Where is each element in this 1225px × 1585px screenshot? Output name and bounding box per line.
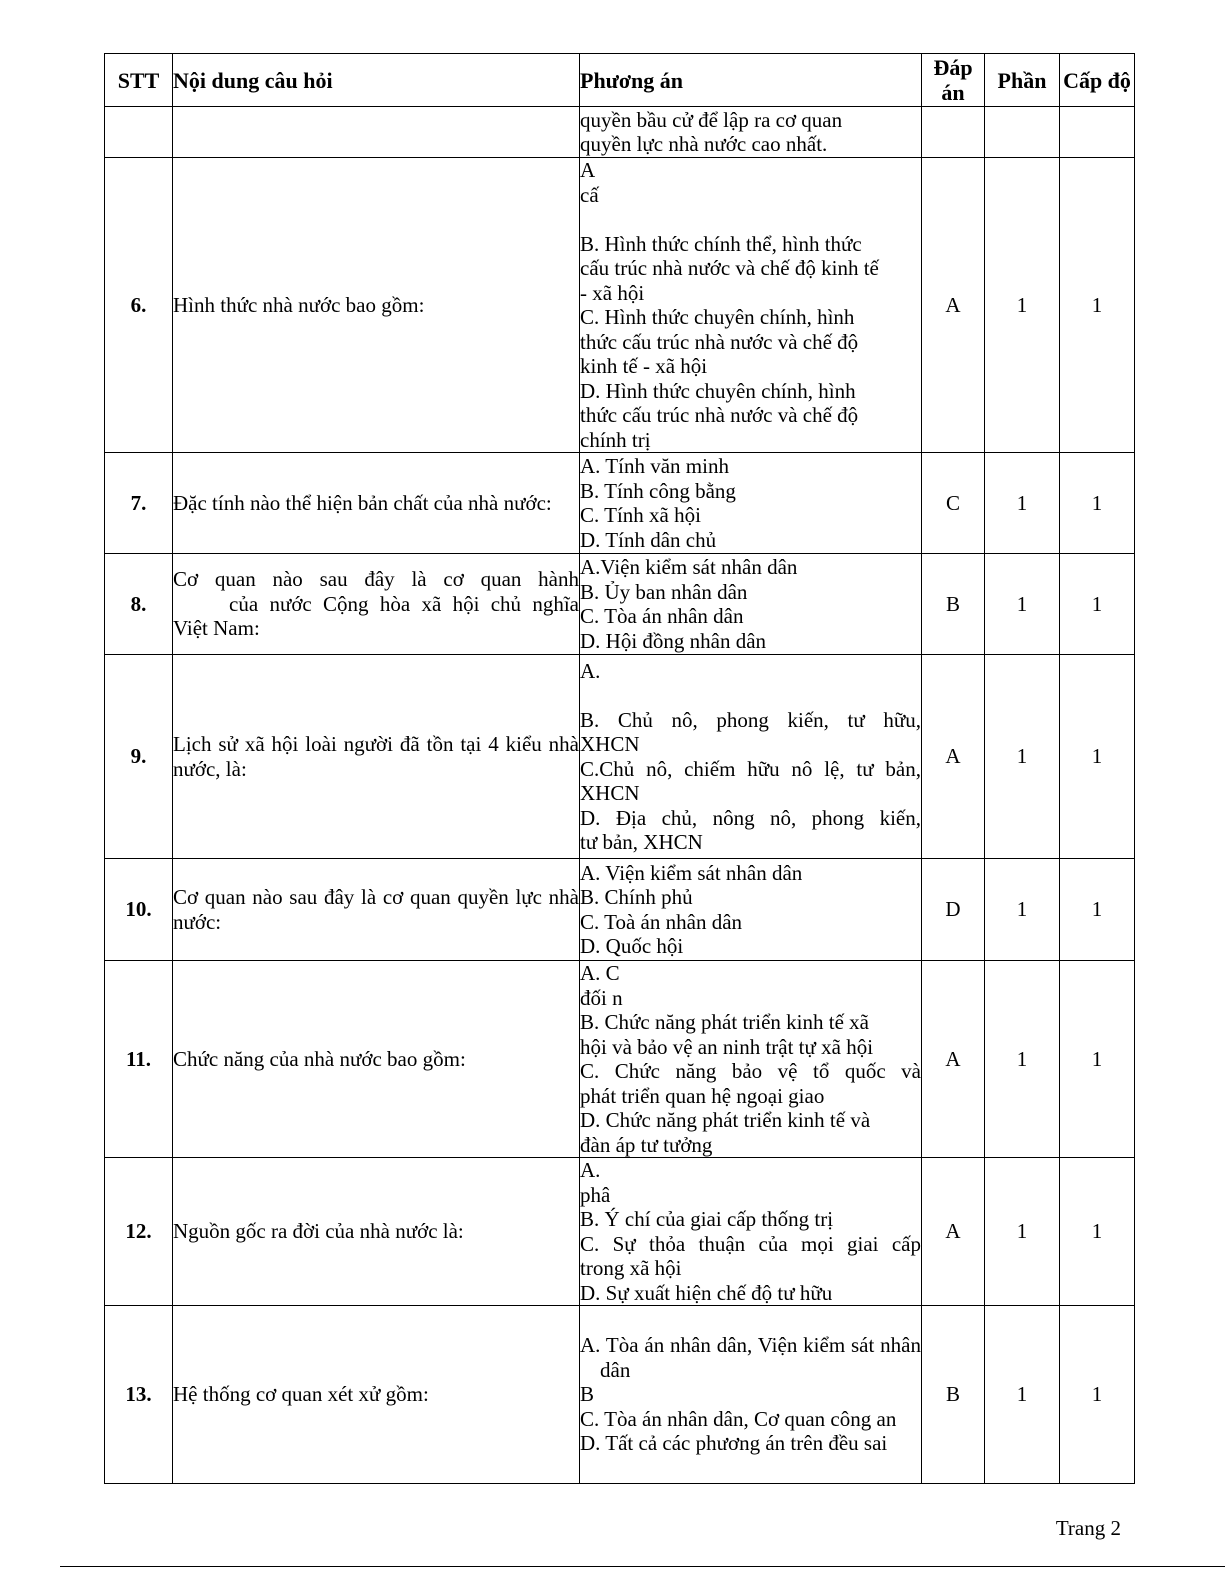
question-number: 13. (105, 1306, 173, 1484)
option-line: D. Hình thức chuyên chính, hình (580, 378, 856, 403)
option-line: A. C (580, 961, 620, 985)
part-cell: 1 (985, 655, 1060, 859)
question-row (105, 1306, 1135, 1484)
question-row (105, 1158, 1135, 1306)
options-cell (580, 655, 922, 859)
answer-cell: B (922, 1306, 985, 1484)
answer-cell: D (922, 859, 985, 961)
option-line: C. Tòa án nhân dân (580, 604, 744, 628)
part-cell: 1 (985, 859, 1060, 961)
level-cell: 1 (1060, 554, 1135, 655)
option-line: C. Tính xã hội (580, 503, 701, 527)
option-line: B. Tính công bằng (580, 478, 736, 503)
level-cell: 1 (1060, 158, 1135, 453)
question-table (104, 53, 1135, 1484)
header-row (105, 54, 1135, 107)
question-number: 8. (105, 554, 173, 655)
level-cell: 1 (1060, 859, 1135, 961)
option-line: đối n (580, 985, 623, 1010)
answer-cell: A (922, 1158, 985, 1306)
question-line: Việt Nam: (173, 616, 260, 641)
option-line: A. (580, 658, 601, 683)
header-level: Cấp độ (1060, 54, 1135, 107)
option-line: C.Chủ nô, chiếm hữu nô lệ, tư bản, (580, 756, 921, 781)
header-part: Phần (985, 54, 1060, 107)
question-text: Chức năng của nhà nước bao gồm: (173, 961, 580, 1158)
option-line: phát triển quan hệ ngoại giao (580, 1083, 825, 1108)
option-line: thức cấu trúc nhà nước và chế độ (580, 329, 859, 354)
question-number: 7. (105, 453, 173, 554)
option-line: D. Quốc hội (580, 934, 684, 958)
option-line: B. Chủ nô, phong kiến, tư hữu, (580, 707, 921, 732)
footer-divider (60, 1566, 1225, 1567)
header-options: Phương án (580, 54, 922, 107)
question-line: Cơ quan nào sau đây là cơ quan hành (173, 567, 579, 592)
option-line: B. Ủy ban nhân dân (580, 579, 748, 604)
option-line (580, 683, 921, 708)
option-line: cấu trúc nhà nước và chế độ kinh tế (580, 256, 879, 280)
options-cell (580, 1158, 922, 1306)
answer-cell: B (922, 554, 985, 655)
option-line: A. Tính văn minh (580, 454, 729, 478)
question-line: của nước Cộng hòa xã hội chủ nghĩa (229, 591, 579, 616)
option-line: quyền bầu cử để lập ra cơ quan (580, 107, 843, 132)
part-cell: 1 (985, 1306, 1060, 1484)
option-line: D. Chức năng phát triển kinh tế và (580, 1108, 871, 1132)
question-row (105, 158, 1135, 453)
part-cell: 1 (985, 961, 1060, 1158)
option-line: XHCN (580, 781, 640, 805)
option-line: quyền lực nhà nước cao nhất. (580, 132, 828, 156)
question-row (105, 961, 1135, 1158)
option-line: B. Chức năng phát triển kinh tế xã (580, 1010, 869, 1034)
option-line: D. Tính dân chủ (580, 527, 717, 552)
option-line: A.Viện kiểm sát nhân dân (580, 555, 798, 579)
level-cell: 1 (1060, 1306, 1135, 1484)
option-line: C. Tòa án nhân dân, Cơ quan công an (580, 1406, 897, 1431)
part-cell: 1 (985, 1158, 1060, 1306)
options-cell (580, 1306, 922, 1484)
option-line (580, 207, 921, 232)
question-text: Nguồn gốc ra đời của nhà nước là: (173, 1158, 580, 1306)
option-line: D. Hội đồng nhân dân (580, 628, 767, 653)
part-cell: 1 (985, 158, 1060, 453)
question-text (173, 554, 580, 655)
question-row (105, 554, 1135, 655)
option-line: XHCN (580, 732, 640, 756)
option-line: C. Toà án nhân dân (580, 909, 743, 934)
option-line: A. Viện kiểm sát nhân dân (580, 860, 803, 885)
option-line: B. Hình thức chính thể, hình thức (580, 231, 862, 256)
question-text: Lịch sử xã hội loài người đã tồn tại 4 kiểu nhà nước, là: (173, 655, 580, 859)
answer-cell: A (922, 961, 985, 1158)
level-cell: 1 (1060, 655, 1135, 859)
options-cell (580, 158, 922, 453)
options-cell (580, 554, 922, 655)
option-line: C. Hình thức chuyên chính, hình (580, 305, 855, 329)
option-line: đàn áp tư tưởng (580, 1132, 713, 1157)
options-cell (580, 961, 922, 1158)
question-text: Đặc tính nào thể hiện bản chất của nhà nước: (173, 453, 580, 554)
option-line: B. Ý chí của giai cấp thống trị (580, 1207, 834, 1231)
answer-cell: A (922, 655, 985, 859)
question-row (105, 655, 1135, 859)
option-line: D. Địa chủ, nông nô, phong kiến, (580, 805, 921, 830)
part-cell: 1 (985, 554, 1060, 655)
options-cell (580, 859, 922, 961)
option-line: thức cấu trúc nhà nước và chế độ (580, 403, 859, 427)
option-line: - xã hội (580, 280, 645, 305)
option-line: A. Tòa án nhân dân, Viện kiểm sát nhân dân (580, 1333, 921, 1382)
answer-cell: A (922, 158, 985, 453)
option-line: C. Chức năng bảo vệ tổ quốc và (580, 1059, 921, 1083)
option-line: chính trị (580, 427, 651, 452)
question-text: Hình thức nhà nước bao gồm: (173, 158, 580, 453)
option-line: D. Sự xuất hiện chế độ tư hữu (580, 1280, 833, 1305)
part-cell: 1 (985, 453, 1060, 554)
header-stt: STT (105, 54, 173, 107)
question-number: 6. (105, 158, 173, 453)
option-line: B (580, 1382, 595, 1407)
continuation-row (105, 107, 1135, 158)
question-number: 10. (105, 859, 173, 961)
question-number: 11. (105, 961, 173, 1158)
level-cell: 1 (1060, 1158, 1135, 1306)
question-text: Hệ thống cơ quan xét xử gồm: (173, 1306, 580, 1484)
option-line: cấ (580, 182, 599, 207)
continuation-options (580, 107, 922, 158)
level-cell: 1 (1060, 961, 1135, 1158)
option-line: trong xã hội (580, 1256, 682, 1280)
question-text: Cơ quan nào sau đây là cơ quan quyền lực nhà nước: (173, 859, 580, 961)
header-question: Nội dung câu hỏi (173, 54, 580, 107)
option-line: A (580, 158, 596, 182)
header-answer: Đáp án (922, 54, 985, 107)
option-line: C. Sự thỏa thuận của mọi giai cấp (580, 1231, 921, 1256)
option-line: D. Tất cả các phương án trên đều sai (580, 1431, 888, 1456)
answer-cell: C (922, 453, 985, 554)
option-line: A. (580, 1158, 601, 1182)
option-line: tư bản, XHCN (580, 830, 703, 854)
page-number: Trang 2 (1055, 1516, 1121, 1540)
question-row (105, 453, 1135, 554)
question-row (105, 859, 1135, 961)
option-line: hội và bảo vệ an ninh trật tự xã hội (580, 1034, 874, 1059)
option-line: kinh tế - xã hội (580, 354, 708, 378)
option-line: phâ (580, 1182, 611, 1207)
option-line: B. Chính phủ (580, 885, 693, 909)
question-number: 12. (105, 1158, 173, 1306)
level-cell: 1 (1060, 453, 1135, 554)
question-number: 9. (105, 655, 173, 859)
options-cell (580, 453, 922, 554)
